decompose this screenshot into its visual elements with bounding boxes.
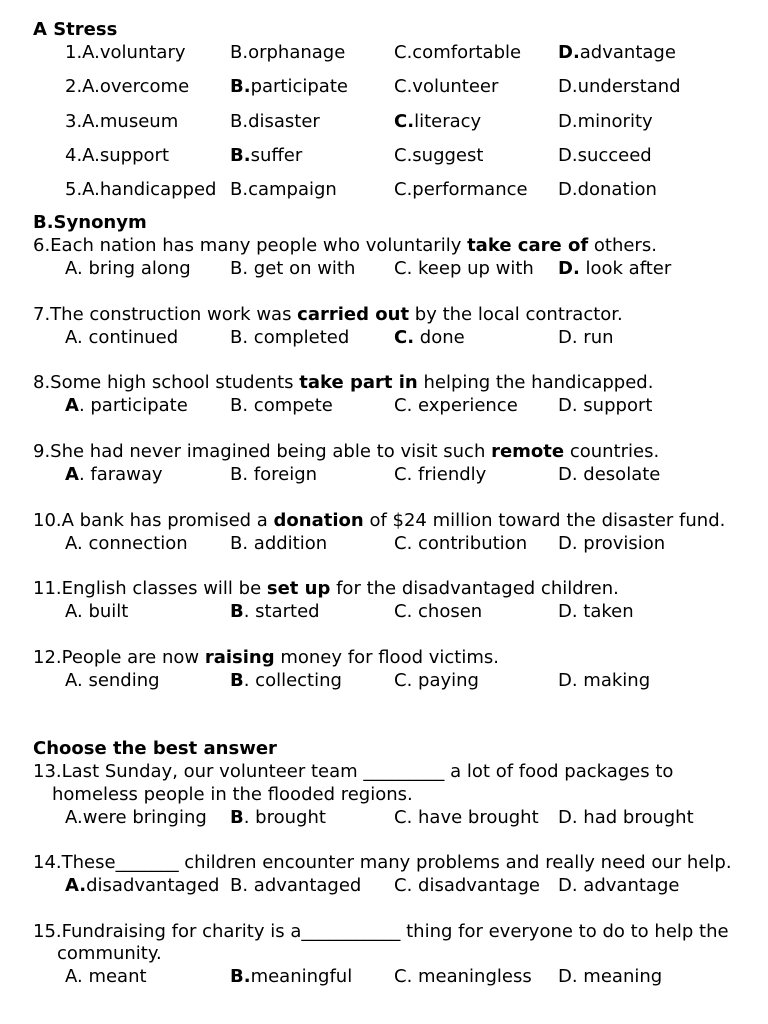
q8-option-d: D. support: [558, 395, 653, 416]
q8-option-c: C. experience: [394, 395, 518, 416]
q12-option-c: C. paying: [394, 670, 479, 691]
q2-option-b: B.participate: [230, 76, 348, 97]
q5-option-a: 5.A.handicapped: [65, 179, 217, 200]
q5-option-c: C.performance: [394, 179, 528, 200]
q4-option-a: 4.A.support: [65, 145, 170, 166]
q13-option-b: B. brought: [230, 807, 326, 828]
q6-option-d: D. look after: [558, 258, 672, 279]
q3-option-b: B.disaster: [230, 111, 320, 132]
q15-stem-line1: 15.Fundraising for charity is a___________ thing for everyone to do to help the: [33, 921, 729, 942]
q13-option-c: C. have brought: [394, 807, 539, 828]
q14-option-b: B. advantaged: [230, 875, 362, 896]
q3-option-c: C.literacy: [394, 111, 482, 132]
q14-option-c: C. disadvantage: [394, 875, 540, 896]
q10-stem: 10.A bank has promised a donation of $24 million toward the disaster fund.: [33, 510, 726, 531]
q15-option-c: C. meaningless: [394, 966, 532, 987]
answer-letter: C.: [394, 327, 415, 348]
keyword: take care of: [467, 235, 589, 256]
answer-letter: B.: [230, 76, 251, 97]
answer-blank: _________: [363, 761, 445, 782]
q4-option-c: C.suggest: [394, 145, 484, 166]
q11-option-c: C. chosen: [394, 601, 483, 622]
q5-option-b: B.campaign: [230, 179, 337, 200]
q2-option-a: 2.A.overcome: [65, 76, 190, 97]
q3-option-a: 3.A.museum: [65, 111, 179, 132]
q1-option-b: B.orphanage: [230, 42, 346, 63]
answer-letter: D.: [558, 258, 580, 279]
answer-letter: C.: [394, 111, 415, 132]
q15-option-b: B.meaningful: [230, 966, 353, 987]
q9-option-d: D. desolate: [558, 464, 661, 485]
keyword: remote: [491, 441, 565, 462]
q13-stem-line2: homeless people in the flooded regions.: [52, 784, 413, 805]
q10-option-b: B. addition: [230, 533, 328, 554]
q13-option-a: A.were bringing: [65, 807, 207, 828]
answer-blank: ___________: [301, 921, 401, 942]
keyword: set up: [266, 578, 331, 599]
q8-option-b: B. compete: [230, 395, 333, 416]
q2-option-c: C.volunteer: [394, 76, 499, 97]
keyword: donation: [273, 510, 364, 531]
q7-option-b: B. completed: [230, 327, 350, 348]
section-a-title: A Stress: [33, 19, 118, 40]
q15-option-d: D. meaning: [558, 966, 663, 987]
answer-letter: B: [230, 807, 244, 828]
q12-option-b: B. collecting: [230, 670, 342, 691]
q12-option-a: A. sending: [65, 670, 160, 691]
q14-option-d: D. advantage: [558, 875, 680, 896]
q3-option-d: D.minority: [558, 111, 653, 132]
q6-option-b: B. get on with: [230, 258, 356, 279]
q7-option-c: C. done: [394, 327, 465, 348]
section-c-title: Choose the best answer: [33, 738, 277, 759]
q11-option-a: A. built: [65, 601, 129, 622]
answer-letter: A: [65, 464, 79, 485]
answer-letter: B.: [230, 966, 251, 987]
q15-stem-line2: community.: [57, 943, 162, 964]
q1-option-c: C.comfortable: [394, 42, 522, 63]
q9-option-a: A. faraway: [65, 464, 163, 485]
q1-option-a: 1.A.voluntary: [65, 42, 186, 63]
q6-option-c: C. keep up with: [394, 258, 534, 279]
q5-option-d: D.donation: [558, 179, 657, 200]
q9-option-b: B. foreign: [230, 464, 318, 485]
q9-option-c: C. friendly: [394, 464, 487, 485]
q1-option-d: D.advantage: [558, 42, 676, 63]
q13-option-d: D. had brought: [558, 807, 694, 828]
keyword: carried out: [297, 304, 410, 325]
q4-option-d: D.succeed: [558, 145, 652, 166]
q10-option-d: D. provision: [558, 533, 666, 554]
q10-option-a: A. connection: [65, 533, 188, 554]
keyword: raising: [204, 647, 275, 668]
q12-stem: 12.People are now raising money for flood victims.: [33, 647, 499, 668]
q13-stem-line1: 13.Last Sunday, our volunteer team _________ a lot of food packages to: [33, 761, 674, 782]
answer-letter: B.: [230, 145, 251, 166]
q11-option-d: D. taken: [558, 601, 634, 622]
q7-stem: 7.The construction work was carried out by the local contractor.: [33, 304, 623, 325]
q9-stem: 9.She had never imagined being able to visit such remote countries.: [33, 441, 660, 462]
q8-option-a: A. participate: [65, 395, 188, 416]
q10-option-c: C. contribution: [394, 533, 528, 554]
q14-option-a: A.disadvantaged: [65, 875, 220, 896]
q8-stem: 8.Some high school students take part in helping the handicapped.: [33, 372, 654, 393]
section-b-title: B.Synonym: [33, 212, 147, 233]
answer-letter: B: [230, 601, 244, 622]
q2-option-d: D.understand: [558, 76, 681, 97]
answer-letter: B: [230, 670, 244, 691]
q12-option-d: D. making: [558, 670, 651, 691]
answer-letter: D.: [558, 42, 580, 63]
q7-option-d: D. run: [558, 327, 614, 348]
keyword: take part in: [299, 372, 418, 393]
q11-stem: 11.English classes will be set up for the disadvantaged children.: [33, 578, 619, 599]
q11-option-b: B. started: [230, 601, 320, 622]
q7-option-a: A. continued: [65, 327, 179, 348]
q6-option-a: A. bring along: [65, 258, 191, 279]
answer-letter: A.: [65, 875, 87, 896]
q6-stem: 6.Each nation has many people who voluntarily take care of others.: [33, 235, 657, 256]
answer-blank: _______: [115, 852, 179, 873]
q4-option-b: B.suffer: [230, 145, 303, 166]
answer-letter: A: [65, 395, 79, 416]
q14-stem: 14.These_______ children encounter many problems and really need our help.: [33, 852, 732, 873]
q15-option-a: A. meant: [65, 966, 147, 987]
